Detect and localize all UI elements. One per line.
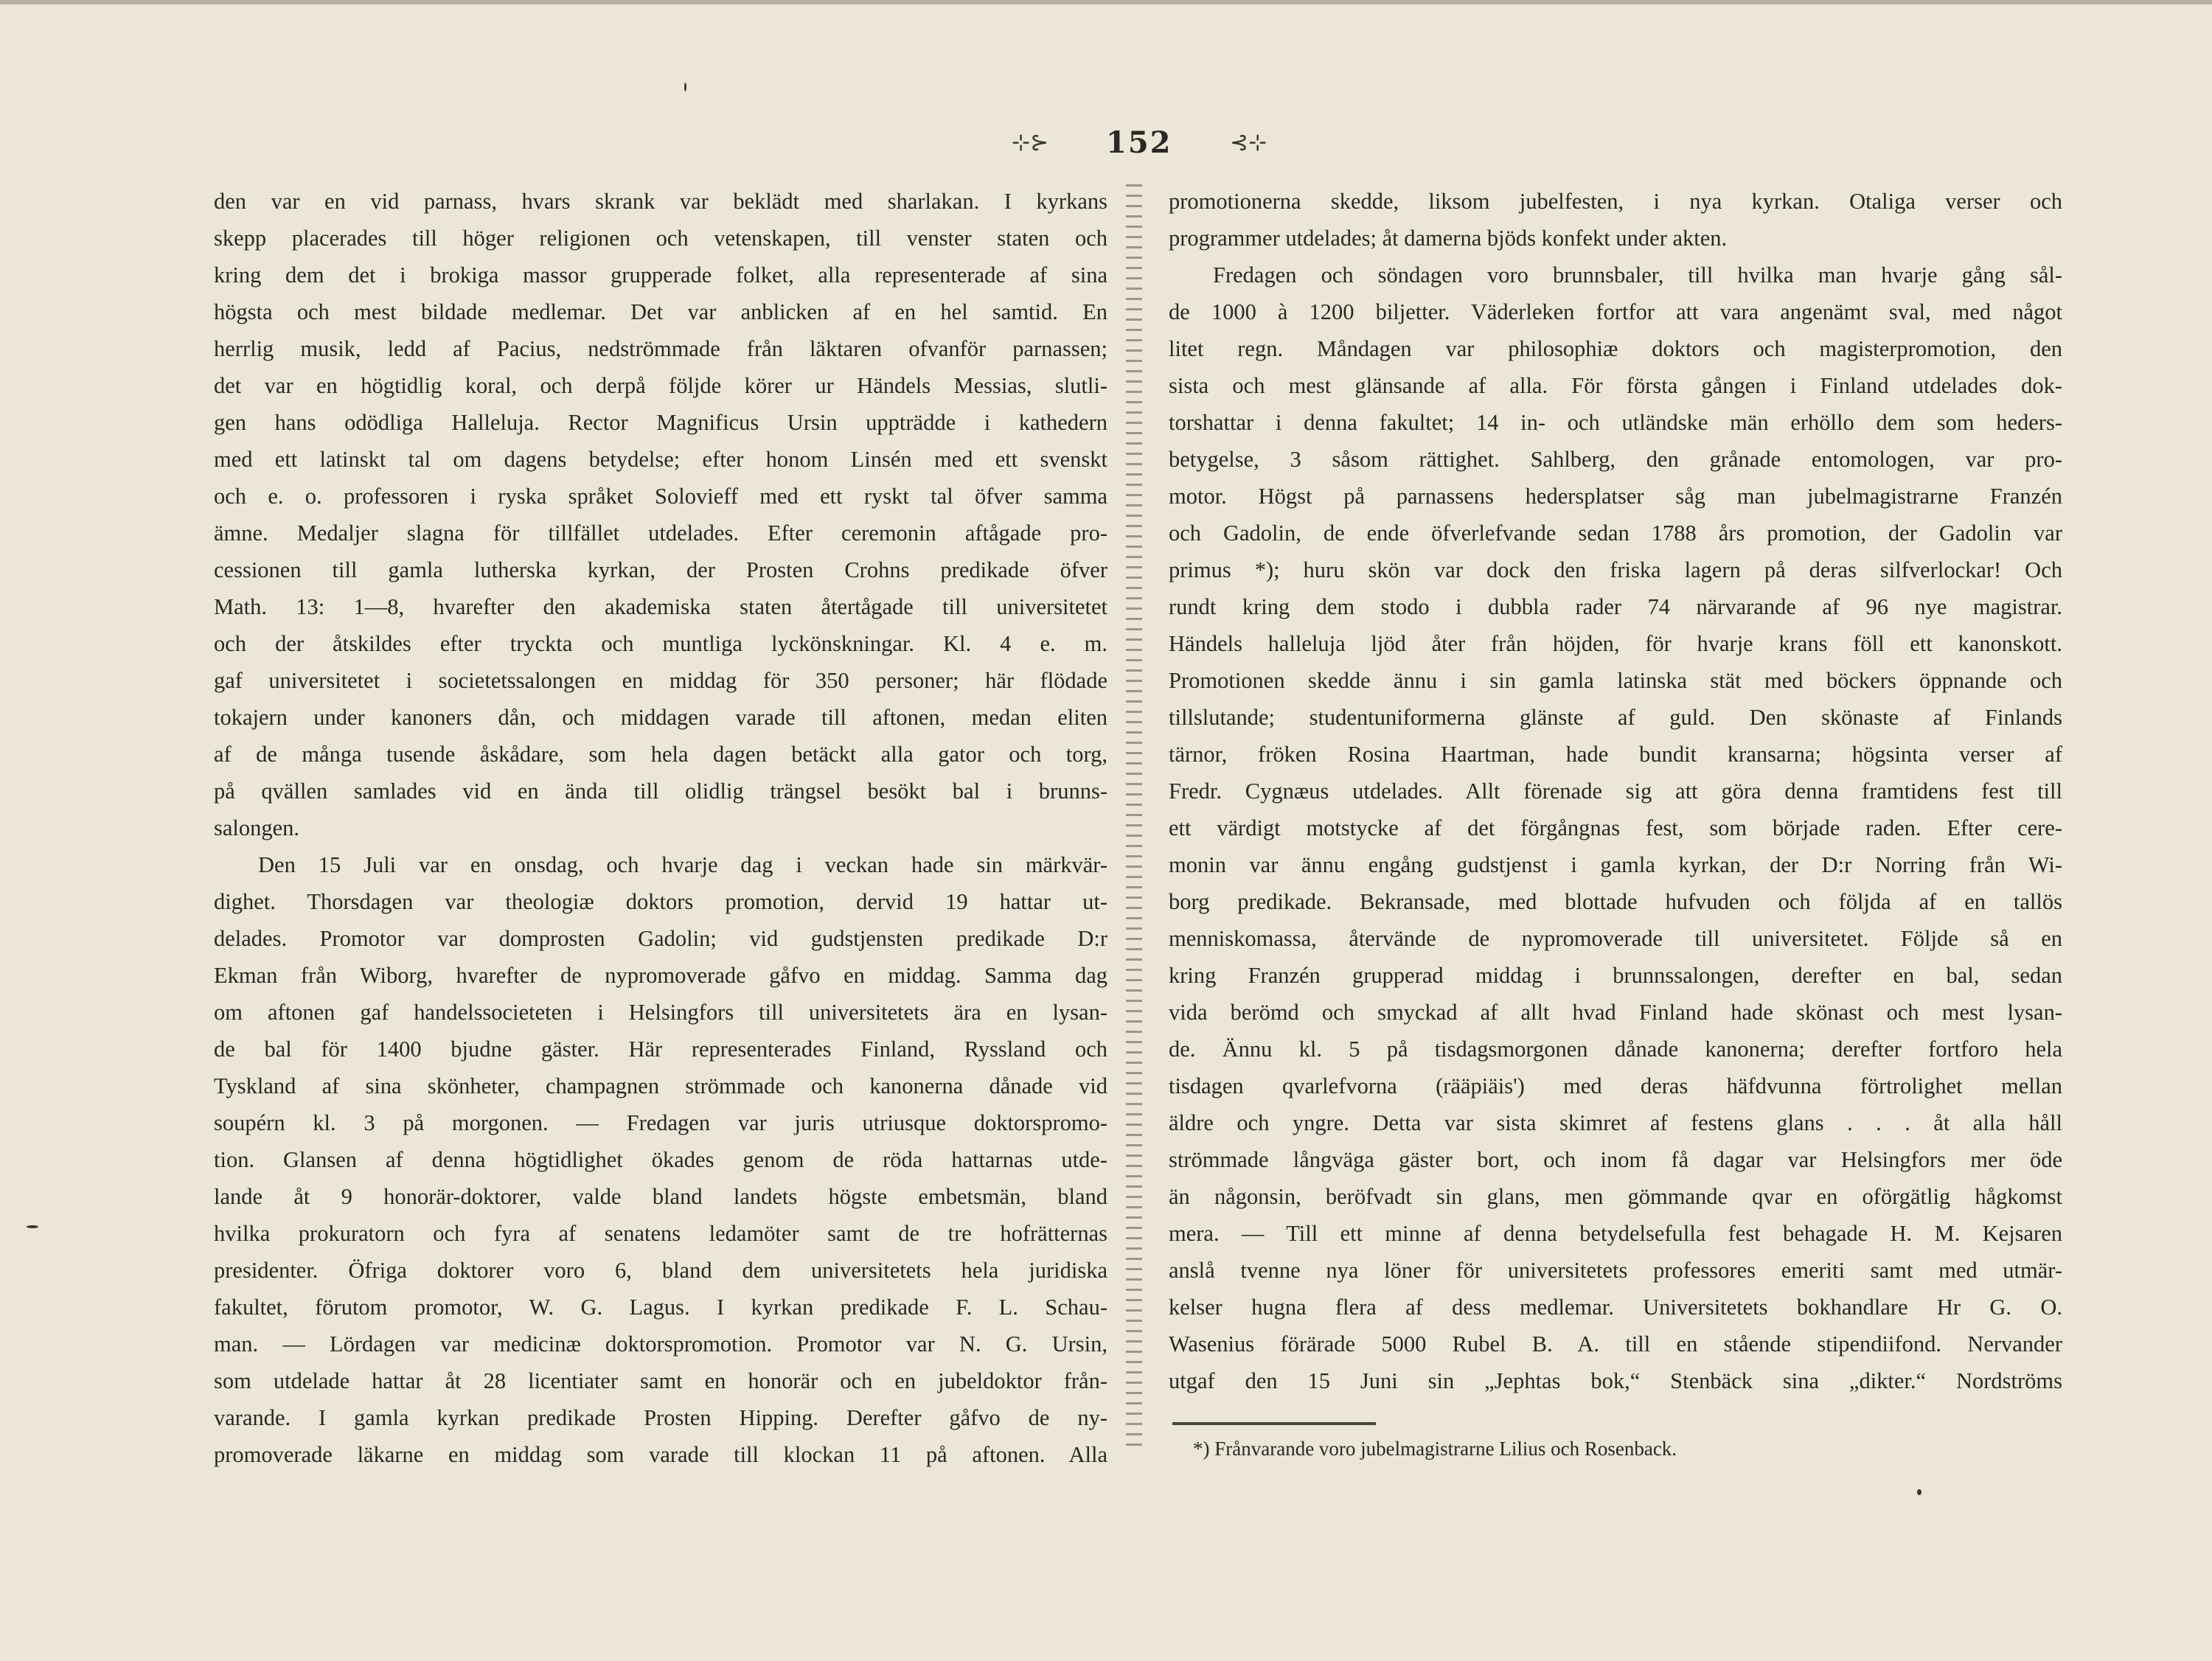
page-number: 152 (1106, 125, 1172, 160)
text-line: än någonsin, beröfvadt sin glans, men gömmande qvar en oförgätlig hågkomst (1169, 1184, 2062, 1209)
text-line: som utdelade hattar åt 28 licentiater samt en honorär och en jubeldoktor från- (214, 1368, 1107, 1393)
text-line: hvilka prokuratorn och fyra af senatens ledamöter samt de tre hofrätternas (214, 1221, 1107, 1246)
text-line: Tyskland af sina skönheter, champagnen strömmade och kanonerna dånade vid (214, 1073, 1107, 1098)
column-divider (1126, 184, 1142, 1452)
text-line: de 1000 à 1200 biljetter. Väderleken fortfor att vara angenämt sval, med något (1169, 299, 2062, 324)
text-line: gaf universitetet i societetssalongen en middag för 350 personer; här flödade (214, 668, 1107, 693)
text-line: torshattar i denna fakultet; 14 in- och utländske män erhöllo dem som heders- (1169, 410, 2062, 435)
text-line: lande åt 9 honorär-doktorer, valde bland landets högste embetsmän, bland (214, 1184, 1107, 1209)
text-line: kelser hugna flera af dess medlemar. Universitetets bokhandlare Hr G. O. (1169, 1295, 2062, 1320)
page-header (0, 125, 2212, 170)
text-line: Fredagen och söndagen voro brunnsbaler, till hvilka man hvarje gång sål- (1213, 262, 2062, 288)
text-line: om aftonen gaf handelssocieteten i Helsingfors till universitetets ära en lysan- (214, 1000, 1107, 1025)
text-line: de. Ännu kl. 5 på tisdagsmorgonen dånade kanonerna; derefter fortforo hela (1169, 1037, 2062, 1062)
ornament-right-icon: ⊰⊹ (1230, 130, 1267, 156)
text-line: primus *); huru skön var dock den friska lagern på deras silfverlockar! Och (1169, 557, 2062, 582)
text-line: tion. Glansen af denna högtidlighet ökades genom de röda hattarnas utde- (214, 1147, 1107, 1172)
text-line: Fredr. Cygnæus utdelades. Allt förenade sig att göra denna framtidens fest till (1169, 779, 2062, 804)
left-column (214, 183, 1107, 1473)
text-line: delades. Promotor var domprosten Gadolin; vid gudstjensten predikade D:r (214, 926, 1107, 951)
ornament-left-icon: ⊹⊱ (1012, 130, 1049, 156)
text-line: utgaf den 15 Juni sin „Jephtas bok,“ Stenbäck sina „dikter.“ Nordströms (1169, 1368, 2062, 1393)
text-line: rundt kring dem stodo i dubbla rader 74 närvarande af 96 nye magistrar. (1169, 594, 2062, 619)
text-line: man. — Lördagen var medicinæ doktorspromotion. Promotor var N. G. Ursin, (214, 1331, 1107, 1357)
text-line: motor. Högst på parnassens hedersplatser såg man jubelmagistrarne Franzén (1169, 484, 2062, 509)
text-line: Math. 13: 1—8, hvarefter den akademiska staten återtågade till universitetet (214, 594, 1107, 619)
text-line: äldre och yngre. Detta var sista skimret af festens glans . . . åt alla håll (1169, 1110, 2062, 1135)
text-line: sista och mest glänsande af alla. För första gången i Finland utdelades dok- (1169, 373, 2062, 398)
text-line: ett värdigt motstycke af det förgångnas fest, som började raden. Efter cere- (1169, 815, 2062, 840)
text-line: på qvällen samlades vid en ända till olidlig trängsel besökt bal i brunns- (214, 779, 1107, 804)
text-line: menniskomassa, återvände de nypromoverade till universitetet. Följde så en (1169, 926, 2062, 951)
text-line: salongen. (214, 815, 300, 840)
text-line: cessionen till gamla lutherska kyrkan, der Prosten Crohns predikade öfver (214, 557, 1107, 582)
right-column (1169, 183, 2062, 1399)
text-line: det var en högtidlig koral, och derpå följde körer ur Händels Messias, slutli- (214, 373, 1107, 398)
text-line: anslå tvenne nya löner för universitetets professores emeriti samt med utmär- (1169, 1258, 2062, 1283)
text-line: ämne. Medaljer slagna för tillfället utdelades. Efter ceremonin aftågade pro- (214, 520, 1107, 546)
text-line: tärnor, fröken Rosina Haartman, hade bundit kransarna; högsinta verser af (1169, 742, 2062, 767)
text-line: och e. o. professoren i ryska språket Solovieff med ett ryskt tal öfver samma (214, 484, 1107, 509)
text-line: soupérn kl. 3 på morgonen. — Fredagen var juris utriusque doktorspromo- (214, 1110, 1107, 1135)
ink-speck (684, 83, 686, 91)
text-line: programmer utdelades; åt damerna bjöds konfekt under akten. (1169, 226, 1728, 251)
text-line: tokajern under kanoners dån, och middagen varade till aftonen, medan eliten (214, 705, 1107, 730)
text-line: högsta och mest bildade medlemar. Det var anblicken af en hel samtid. En (214, 299, 1107, 324)
text-line: gen hans odödliga Halleluja. Rector Magnificus Ursin uppträdde i kathedern (214, 410, 1107, 435)
text-line: och der åtskildes efter tryckta och muntliga lyckönskningar. Kl. 4 e. m. (214, 631, 1107, 656)
text-line: Wasenius förärade 5000 Rubel B. A. till en stående stipendiifond. Nervander (1169, 1331, 2062, 1357)
text-line: Promotionen skedde ännu i sin gamla latinska stät med böckers öppnande och (1169, 668, 2062, 693)
text-line: Ekman från Wiborg, hvarefter de nypromoverade gåfvo en middag. Samma dag (214, 963, 1107, 988)
text-line: dighet. Thorsdagen var theologiæ doktors promotion, dervid 19 hattar ut- (214, 889, 1107, 914)
text-line: varande. I gamla kyrkan predikade Prosten Hipping. Derefter gåfvo de ny- (214, 1405, 1107, 1430)
text-line: Händels halleluja ljöd åter från höjden, för hvarje krans föll ett kanonskott. (1169, 631, 2062, 656)
text-line: kring Franzén grupperad middag i brunnssalongen, derefter en bal, sedan (1169, 963, 2062, 988)
footnote-rule (1172, 1422, 1376, 1425)
text-line: med ett latinskt tal om dagens betydelse; efter honom Linsén med ett svenskt (214, 447, 1107, 472)
text-line: monin var ännu engång gudstjenst i gamla kyrkan, der D:r Norring från Wi- (1169, 852, 2062, 877)
text-line: strömmade långväga gäster bort, och inom få dagar var Helsingfors mer öde (1169, 1147, 2062, 1172)
page-edge (0, 0, 2212, 4)
text-line: Den 15 Juli var en onsdag, och hvarje dag i veckan hade sin märkvär- (258, 852, 1107, 877)
text-line: de bal för 1400 bjudne gäster. Här representerades Finland, Ryssland och (214, 1037, 1107, 1062)
text-line: herrlig musik, ledd af Pacius, nedströmmade från läktaren ofvanför parnassen; (214, 336, 1107, 361)
text-line: promoverade läkarne en middag som varade till klockan 11 på aftonen. Alla (214, 1442, 1107, 1467)
text-line: skepp placerades till höger religionen och vetenskapen, till venster staten och (214, 226, 1107, 251)
text-line: tillslutande; studentuniformerna glänste af guld. Den skönaste af Finlands (1169, 705, 2062, 730)
ink-speck (1917, 1489, 1921, 1495)
text-line: mera. — Till ett minne af denna betydelsefulla fest behagade H. M. Kejsaren (1169, 1221, 2062, 1246)
text-line: fakultet, förutom promotor, W. G. Lagus. I kyrkan predikade F. L. Schau- (214, 1295, 1107, 1320)
text-line: borg predikade. Bekransade, med blottade hufvuden och följda af en tallös (1169, 889, 2062, 914)
text-line: betygelse, 3 såsom rättighet. Sahlberg, den grånade entomologen, var pro- (1169, 447, 2062, 472)
text-line: litet regn. Måndagen var philosophiæ doktors och magisterpromotion, den (1169, 336, 2062, 361)
text-line: och Gadolin, de ende öfverlefvande sedan 1788 års promotion, der Gadolin var (1169, 520, 2062, 546)
text-line: promotionerna skedde, liksom jubelfesten, i nya kyrkan. Otaliga verser och (1169, 189, 2062, 214)
text-line: den var en vid parnass, hvars skrank var beklädt med sharlakan. I kyrkans (214, 189, 1107, 214)
text-line: kring dem det i brokiga massor grupperade folket, alla representerade af sina (214, 262, 1107, 288)
ink-speck (27, 1225, 38, 1228)
text-line: presidenter. Öfriga doktorer voro 6, bland dem universitetets hela juridiska (214, 1258, 1107, 1283)
text-line: af de många tusende åskådare, som hela dagen betäckt alla gator och torg, (214, 742, 1107, 767)
footnote: *) Frånvarande voro jubelmagistrarne Lilius och Rosenback. (1193, 1438, 1677, 1460)
text-line: vida berömd och smyckad af allt hvad Finland hade skönast och mest lysan- (1169, 1000, 2062, 1025)
text-line: tisdagen qvarlefvorna (rääpiäis') med deras häfdvunna förtrolighet mellan (1169, 1073, 2062, 1098)
